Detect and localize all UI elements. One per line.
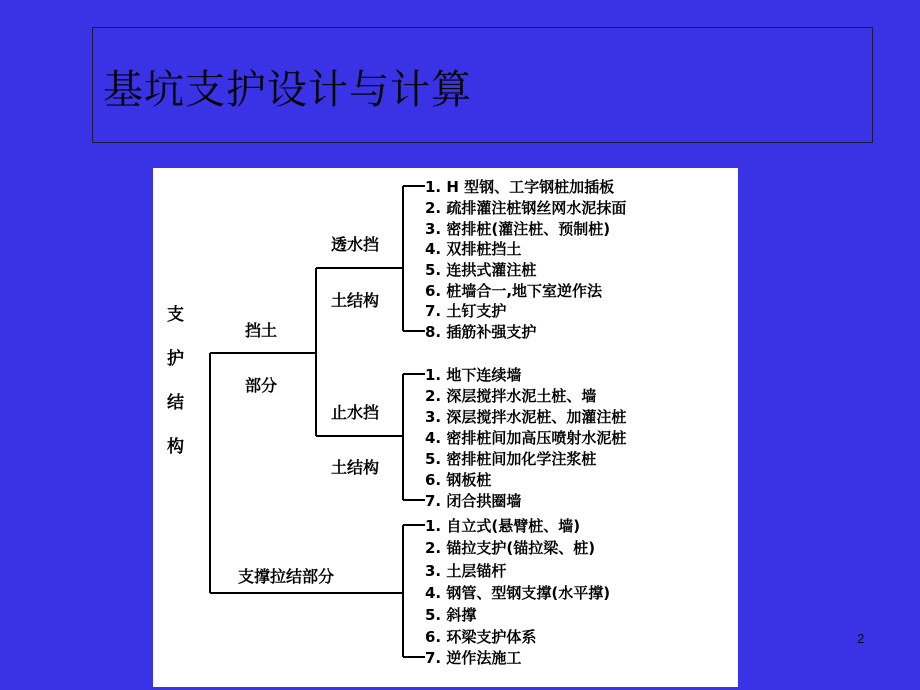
support-item: 5. 斜撑: [425, 606, 477, 624]
permeable-item: 3. 密排桩(灌注桩、预制桩): [425, 220, 611, 238]
permeable-item: 7. 土钉支护: [425, 302, 507, 320]
permeable-item: 6. 桩墙合一,地下室逆作法: [425, 282, 603, 300]
support-item: 1. 自立式(悬臂桩、墙): [425, 517, 581, 535]
waterstop-label-1: 止水挡: [331, 403, 380, 422]
support-item: 2. 锚拉支护(锚拉梁、桩): [425, 539, 596, 557]
waterstop-item: 7. 闭合拱圈墙: [425, 492, 522, 510]
waterstop-label-2: 土结构: [331, 458, 380, 477]
permeable-label-2: 土结构: [331, 291, 380, 310]
slide-title: 基坑支护设计与计算: [103, 67, 472, 113]
permeable-label-1: 透水挡: [331, 235, 380, 254]
waterstop-item: 1. 地下连续墙: [425, 366, 522, 384]
root-char: 护: [167, 349, 184, 369]
waterstop-item: 2. 深层搅拌水泥土桩、墙: [425, 387, 597, 405]
permeable-item: 4. 双排桩挡土: [425, 240, 522, 258]
support-item: 3. 土层锚杆: [425, 562, 507, 580]
permeable-item: 8. 插筋补强支护: [425, 323, 537, 341]
waterstop-item: 3. 深层搅拌水泥桩、加灌注桩: [425, 408, 627, 426]
diagram-panel: [153, 168, 738, 687]
root-char: 支: [167, 305, 184, 325]
support-item: 4. 钢管、型钢支撑(水平撑): [425, 584, 611, 602]
permeable-item: 5. 连拱式灌注桩: [425, 261, 537, 279]
waterstop-item: 6. 钢板桩: [425, 471, 492, 489]
root-char: 构: [167, 437, 184, 457]
support-item: 7. 逆作法施工: [425, 649, 522, 667]
support-item: 6. 环梁支护体系: [425, 628, 537, 646]
page-number: 2: [857, 631, 865, 646]
support-label: 支撑拉结部分: [238, 567, 335, 586]
permeable-item: 2. 疏排灌注桩钢丝网水泥抹面: [425, 199, 627, 217]
waterstop-item: 5. 密排桩间加化学注浆桩: [425, 450, 597, 468]
root-label: [167, 300, 187, 476]
retaining-label-2: 部分: [245, 376, 278, 395]
retaining-label-1: 挡土: [245, 321, 278, 340]
permeable-item: 1. H 型钢、工字钢桩加插板: [425, 178, 615, 196]
title-box: [92, 27, 873, 143]
waterstop-item: 4. 密排桩间加高压喷射水泥桩: [425, 429, 627, 447]
root-char: 结: [167, 393, 184, 413]
